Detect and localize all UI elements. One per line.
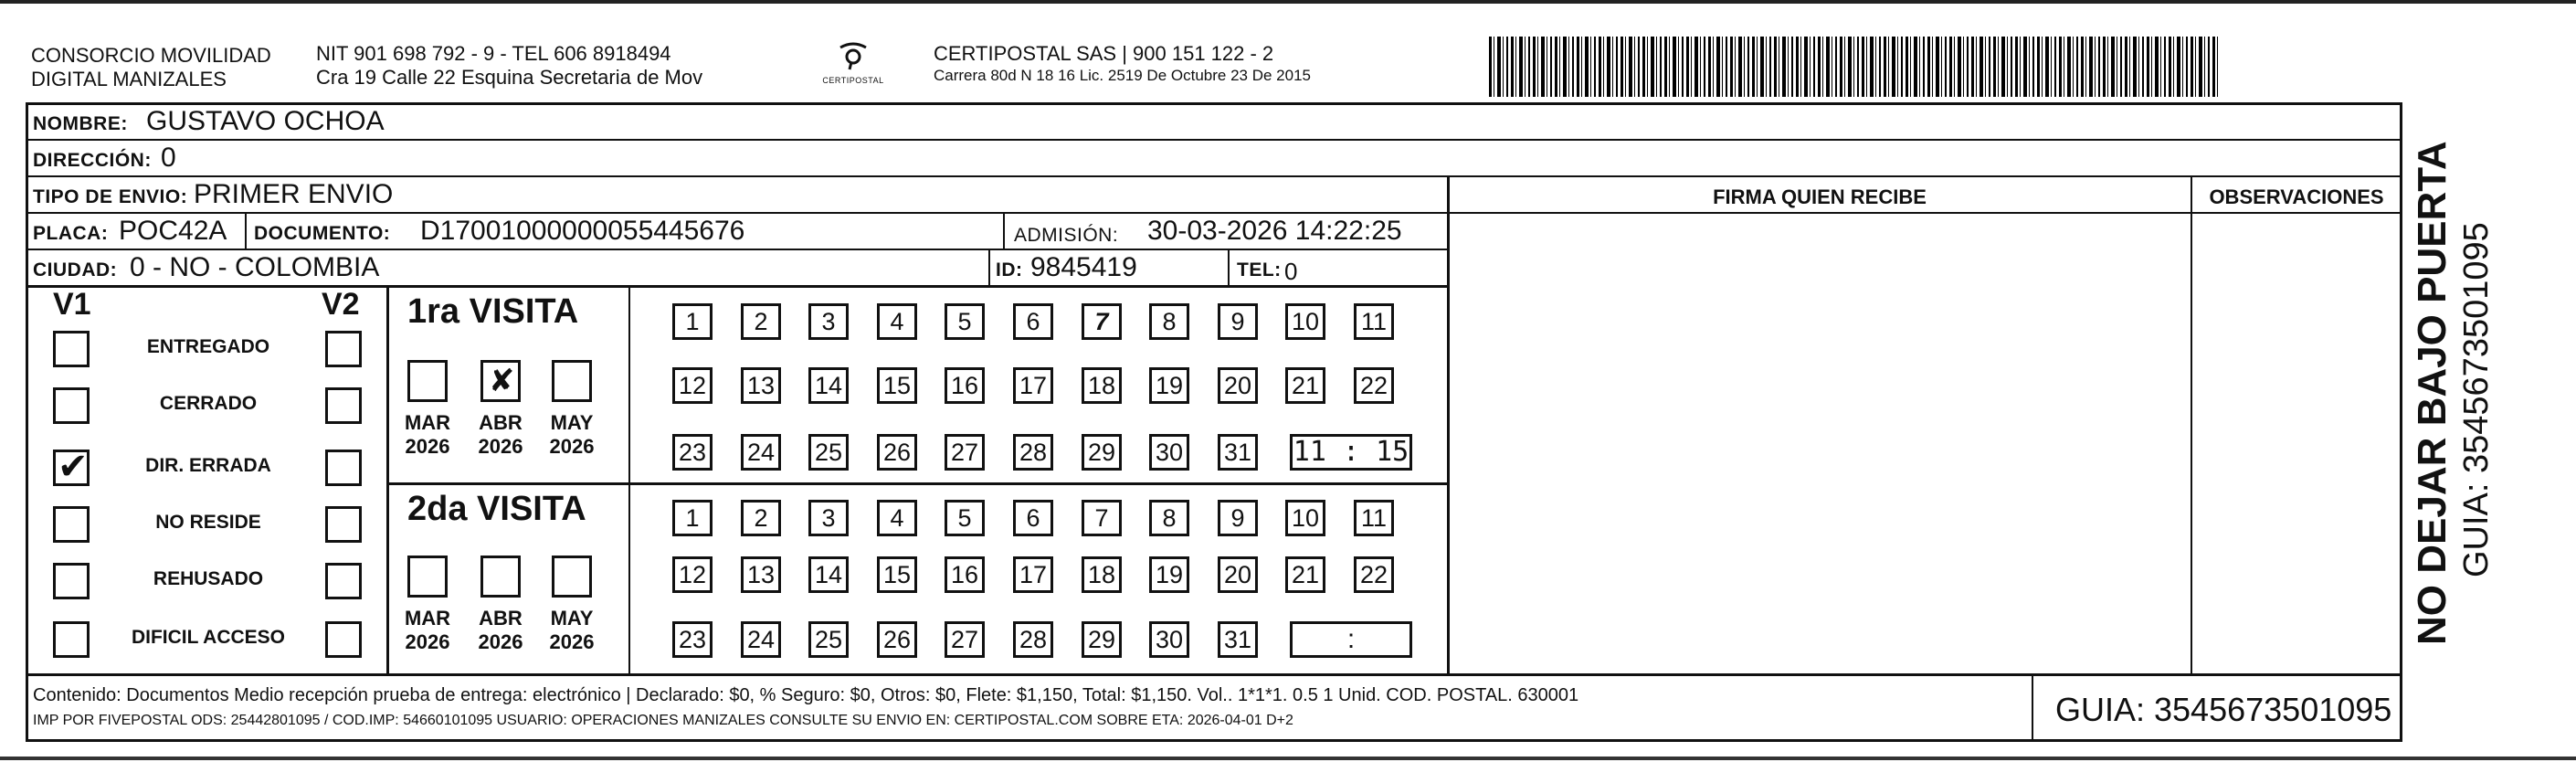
company-name-line2: DIGITAL MANIZALES [31, 68, 227, 90]
status-v2-checkbox[interactable] [325, 506, 362, 543]
visit2-day-box[interactable]: 13 [741, 556, 781, 593]
status-v1-checkbox[interactable] [53, 446, 90, 488]
visit2-day-box[interactable]: 28 [1013, 621, 1053, 658]
company-name [31, 44, 271, 91]
observations-area[interactable] [2194, 216, 2401, 671]
visit2-month-label [473, 607, 528, 654]
visit1-day-box[interactable]: 24 [741, 434, 781, 471]
rule-tel [1228, 249, 1230, 285]
document-label: DOCUMENTO: [254, 223, 391, 244]
visit1-day-box[interactable]: 30 [1149, 434, 1189, 471]
status-v2-checkbox[interactable] [325, 331, 362, 367]
status-label: DIFICIL ACCESO [131, 627, 285, 648]
tel-value: 0 [1284, 258, 1298, 285]
visit1-title: 1ra VISITA [407, 292, 579, 331]
v2-label: V2 [322, 287, 360, 322]
visit1-day-box[interactable]: 3 [808, 303, 849, 340]
company-contact [316, 42, 702, 90]
month-name: MAR [404, 607, 451, 630]
visit1-day-box[interactable]: 13 [741, 367, 781, 404]
visit2-day-box[interactable]: 17 [1013, 556, 1053, 593]
rule-type [26, 212, 1449, 214]
visit2-day-box[interactable]: 9 [1218, 500, 1258, 536]
recipient-name: GUSTAVO OCHOA [146, 106, 385, 136]
month-name: MAY [550, 411, 594, 434]
id-value: 9845419 [1030, 252, 1137, 282]
rule-footer-guide [2032, 673, 2033, 742]
visit1-day-box[interactable]: 7 [1082, 303, 1122, 340]
visit1-day-box[interactable]: 20 [1218, 367, 1258, 404]
visit2-day-box[interactable]: 7 [1082, 500, 1122, 536]
visit1-day-box[interactable]: 1 [672, 303, 713, 340]
barcode [1489, 37, 2220, 97]
rule-main-right [1447, 175, 1450, 674]
observations-column-header: OBSERVACIONES [2209, 185, 2384, 208]
visit2-day-box[interactable]: 14 [808, 556, 849, 593]
visit1-day-box[interactable]: 19 [1149, 367, 1189, 404]
visit2-month-label [400, 607, 455, 654]
visit1-day-box[interactable]: 25 [808, 434, 849, 471]
rule-address [26, 175, 2402, 177]
month-name: ABR [479, 607, 523, 630]
visit1-day-box[interactable]: 17 [1013, 367, 1053, 404]
visit1-day-box[interactable]: 28 [1013, 434, 1053, 471]
visit2-day-box[interactable]: 3 [808, 500, 849, 536]
visit1-time[interactable]: 11 : 15 [1290, 434, 1412, 471]
rule-admission [1003, 212, 1005, 249]
visit2-day-box[interactable]: 15 [877, 556, 917, 593]
recipient-address: 0 [161, 143, 176, 173]
visit2-day-box[interactable]: 27 [945, 621, 985, 658]
side-guide-number: GUIA: 3545673501095 [2457, 222, 2496, 577]
signature-column-header: FIRMA QUIEN RECIBE [1713, 185, 1927, 208]
month-name: MAR [404, 411, 451, 434]
certipostal-logo [815, 40, 892, 95]
visit1-day-box[interactable]: 15 [877, 367, 917, 404]
rule-name [26, 139, 2402, 141]
visit1-month-checkbox[interactable] [407, 360, 448, 402]
visit2-title: 2da VISITA [407, 490, 586, 528]
month-year: 2026 [405, 630, 450, 653]
visit2-day-box[interactable]: 6 [1013, 500, 1053, 536]
month-year: 2026 [549, 435, 595, 458]
visit1-day-box[interactable]: 27 [945, 434, 985, 471]
rule-plate-document [245, 212, 247, 249]
rule-footer [26, 673, 2402, 676]
visit1-month-checkbox[interactable] [480, 360, 521, 402]
status-v2-checkbox[interactable] [325, 563, 362, 599]
status-label: ENTREGADO [146, 336, 270, 357]
visit1-day-box[interactable]: 23 [672, 434, 713, 471]
status-v2-checkbox[interactable] [325, 450, 362, 486]
visit2-day-box[interactable]: 23 [672, 621, 713, 658]
rule-visits [387, 482, 1449, 485]
visit2-day-box[interactable]: 16 [945, 556, 985, 593]
month-year: 2026 [549, 630, 595, 653]
nit-line: NIT 901 698 792 - 9 - TEL 606 8918494 [316, 42, 671, 65]
name-label: NOMBRE: [33, 113, 128, 134]
visit2-month-checkbox[interactable] [480, 556, 521, 598]
no-under-door-warning: NO DEJAR BAJO PUERTA [2410, 141, 2455, 645]
visit2-month-checkbox[interactable] [552, 556, 592, 598]
status-label: NO RESIDE [155, 512, 261, 533]
city-value: 0 - NO - COLOMBIA [130, 252, 380, 282]
document-value: D17001000000055445676 [420, 216, 745, 246]
rule-status-visits [386, 285, 389, 674]
visit1-day-box[interactable]: 22 [1354, 367, 1394, 404]
logo-icon [835, 40, 871, 71]
visit1-day-box[interactable]: 6 [1013, 303, 1053, 340]
visit2-day-box[interactable]: 22 [1354, 556, 1394, 593]
status-v1-checkbox[interactable] [53, 621, 90, 658]
visit1-day-box[interactable]: 18 [1082, 367, 1122, 404]
address-label: DIRECCIÓN: [33, 150, 152, 171]
visit1-day-box[interactable]: 8 [1149, 303, 1189, 340]
status-v1-checkbox[interactable] [53, 506, 90, 543]
id-label: ID: [996, 259, 1023, 280]
shipment-type: PRIMER ENVIO [194, 179, 394, 209]
status-v2-checkbox[interactable] [325, 387, 362, 424]
month-year: 2026 [478, 435, 523, 458]
visit2-day-box[interactable]: 31 [1218, 621, 1258, 658]
rule-plate [26, 249, 1449, 250]
visit2-day-box[interactable]: 5 [945, 500, 985, 536]
visit1-day-box[interactable]: 5 [945, 303, 985, 340]
status-label: CERRADO [159, 393, 258, 414]
visit2-day-box[interactable]: 30 [1149, 621, 1189, 658]
visit2-day-box[interactable]: 11 [1354, 500, 1394, 536]
visit2-day-box[interactable]: 10 [1285, 500, 1325, 536]
scan-edge-bottom [0, 757, 2576, 760]
company-address-line: Cra 19 Calle 22 Esquina Secretaria de Mov [316, 66, 703, 89]
admission-value: 30-03-2026 14:22:25 [1147, 216, 1402, 246]
visit2-day-box[interactable]: 29 [1082, 621, 1122, 658]
month-year: 2026 [478, 630, 523, 653]
visit1-day-box[interactable]: 4 [877, 303, 917, 340]
visit2-month-label [544, 607, 599, 654]
visit2-time[interactable]: : [1290, 621, 1412, 658]
contents-line: Contenido: Documentos Medio recepción prueba de entrega: electrónico | Declarado: $0, % Seguro: $0, Otros: $0, Flete: $1,150, Total: $1,150. Vol.. 1*1*1. 0.5 1 Unid. COD. POSTAL. 630001 [33, 685, 1579, 705]
status-v2-checkbox[interactable] [325, 621, 362, 658]
company-name-line1: CONSORCIO MOVILIDAD [31, 44, 271, 67]
rule-id [988, 249, 990, 285]
logo-text: CERTIPOSTAL [822, 76, 884, 85]
visit1-day-box[interactable]: 2 [741, 303, 781, 340]
status-v1-checkbox[interactable] [53, 331, 90, 367]
city-label: CIUDAD: [33, 259, 118, 280]
visit2-day-box[interactable]: 21 [1285, 556, 1325, 593]
courier-info [934, 42, 1311, 86]
status-label: REHUSADO [153, 568, 264, 589]
visit1-day-box[interactable]: 9 [1218, 303, 1258, 340]
visit2-day-box[interactable]: 2 [741, 500, 781, 536]
month-name: ABR [479, 411, 523, 434]
scan-edge-top [0, 0, 2576, 4]
status-v1-checkbox[interactable] [53, 563, 90, 599]
courier-license-line: Carrera 80d N 18 16 Lic. 2519 De Octubre 23 De 2015 [934, 67, 1311, 84]
signature-area[interactable] [1452, 216, 2189, 671]
v1-label: V1 [53, 287, 91, 322]
checkmark-icon: ✔ [58, 446, 89, 488]
status-v1-checkbox[interactable] [53, 387, 90, 424]
visit1-month-label [400, 411, 455, 459]
visit2-day-box[interactable]: 19 [1149, 556, 1189, 593]
visit2-day-box[interactable]: 12 [672, 556, 713, 593]
visit1-day-box[interactable]: 31 [1218, 434, 1258, 471]
visit2-month-checkbox[interactable] [407, 556, 448, 598]
rule-observations [2191, 175, 2192, 674]
cross-mark-icon: ✘ [489, 363, 515, 399]
plate-value: POC42A [119, 216, 227, 246]
visit2-day-box[interactable]: 25 [808, 621, 849, 658]
visit2-day-box[interactable]: 1 [672, 500, 713, 536]
visit1-day-box[interactable]: 29 [1082, 434, 1122, 471]
visit1-day-box[interactable]: 12 [672, 367, 713, 404]
visit2-day-box[interactable]: 26 [877, 621, 917, 658]
shipment-type-label: TIPO DE ENVIO: [33, 186, 188, 207]
visit1-day-box[interactable]: 21 [1285, 367, 1325, 404]
visit1-day-box[interactable]: 14 [808, 367, 849, 404]
print-line: IMP POR FIVEPOSTAL ODS: 25442801095 / COD.IMP: 54660101095 USUARIO: OPERACIONES MANIZALES CONSULTE SU ENVIO EN: CERTIPOSTAL.COM SOBRE ETA: 2026-04-01 D+2 [33, 713, 1293, 728]
rule-months-days [628, 285, 630, 674]
visit2-day-box[interactable]: 20 [1218, 556, 1258, 593]
footer-guide-number: GUIA: 3545673501095 [2055, 691, 2392, 728]
status-label: DIR. ERRADA [145, 455, 271, 476]
visit1-day-box[interactable]: 11 [1354, 303, 1394, 340]
courier-nit-line: CERTIPOSTAL SAS | 900 151 122 - 2 [934, 42, 1274, 65]
visit2-day-box[interactable]: 4 [877, 500, 917, 536]
visit2-day-box[interactable]: 18 [1082, 556, 1122, 593]
visit2-day-box[interactable]: 8 [1149, 500, 1189, 536]
visit1-month-label [544, 411, 599, 459]
month-name: MAY [550, 607, 594, 630]
visit1-month-label [473, 411, 528, 459]
admission-label: ADMISIÓN: [1014, 225, 1119, 246]
visit1-day-box[interactable]: 16 [945, 367, 985, 404]
rule-columns-header [1449, 212, 2402, 214]
plate-label: PLACA: [33, 223, 109, 244]
month-year: 2026 [405, 435, 450, 458]
visit1-month-checkbox[interactable] [552, 360, 592, 402]
visit1-day-box[interactable]: 26 [877, 434, 917, 471]
visit1-day-box[interactable]: 10 [1285, 303, 1325, 340]
visit2-day-box[interactable]: 24 [741, 621, 781, 658]
tel-label: TEL: [1237, 259, 1282, 280]
rule-city [26, 285, 1449, 288]
